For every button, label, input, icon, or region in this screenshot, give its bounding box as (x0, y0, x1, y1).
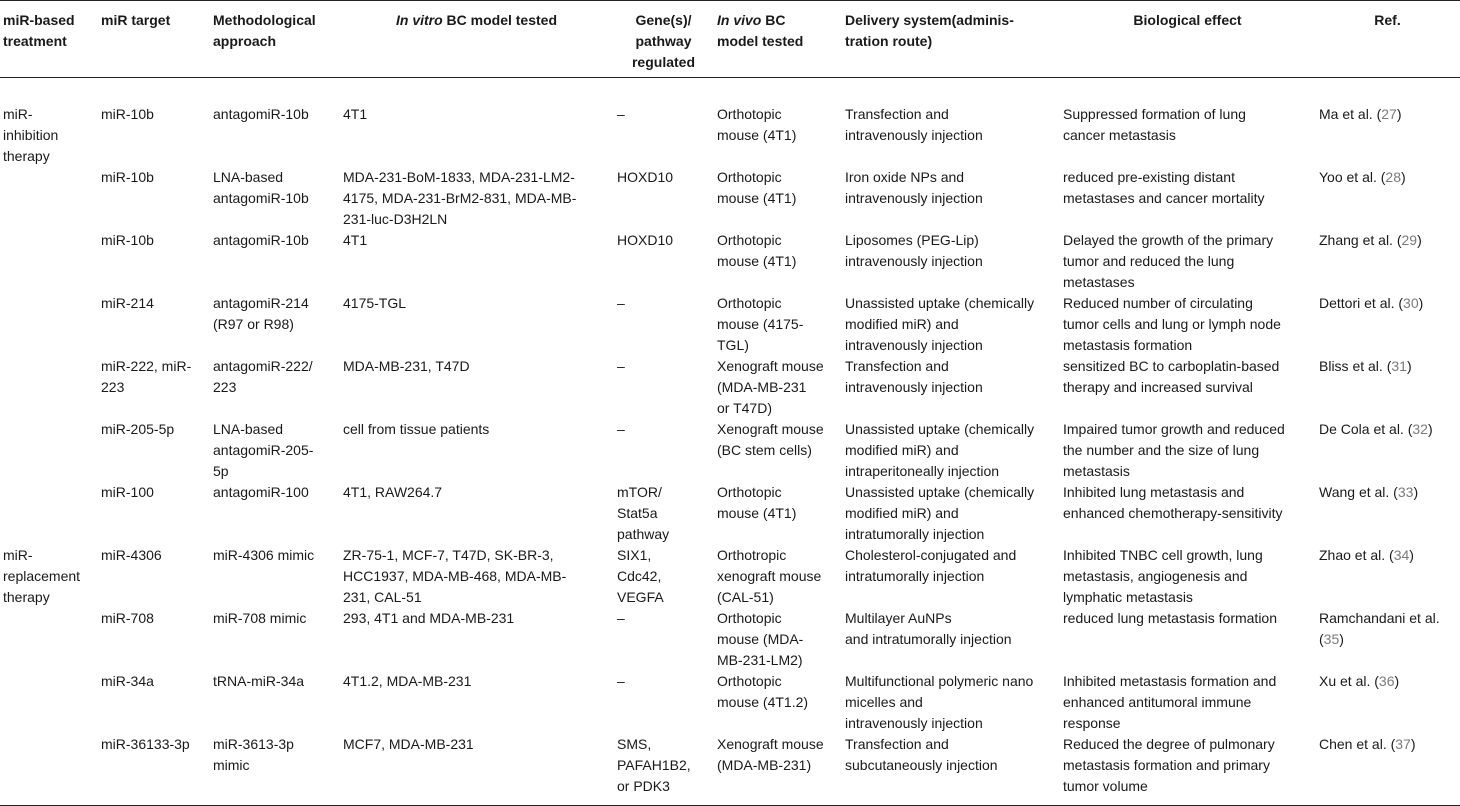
ref-close: ) (1396, 106, 1402, 122)
table-row (0, 419, 1460, 482)
cell-invitro: MCF7, MDA-MB-231 (340, 734, 614, 806)
cell-invivo: Orthotopic mouse (4T1) (717, 232, 797, 269)
cell-genes: HOXD10 (617, 232, 674, 248)
ref-author: Xu et al. ( (1319, 673, 1379, 689)
header-approach: Methodological approach (210, 1, 340, 78)
cell-invivo: Orthotopic mouse (4T1.2) (717, 673, 809, 710)
table-body (0, 78, 1460, 806)
cell-approach: antagomiR-100 (213, 484, 309, 500)
cell-invivo: Orthotopic mouse (4T1) (717, 169, 797, 206)
ref-number-link[interactable]: 37 (1395, 736, 1411, 752)
cell-target: miR-10b (101, 106, 154, 122)
cell-treatment: miR- inhibition therapy (3, 106, 59, 164)
ref-close: ) (1339, 631, 1344, 647)
cell-invitro: MDA-MB-231, T47D (343, 358, 470, 374)
cell-target: miR-214 (101, 295, 154, 311)
cell-genes: – (617, 295, 625, 311)
table-row (0, 167, 1460, 230)
header-target: miR target (98, 1, 210, 78)
cell-invitro: 4175-TGL (343, 295, 407, 311)
cell-delivery: Cholesterol-conjugated and intratumorally injection (845, 547, 1017, 584)
cell-genes: – (617, 421, 625, 437)
cell-ref (1316, 419, 1460, 482)
cell-treatment (0, 167, 98, 230)
ref-author: Yoo et al. ( (1319, 169, 1386, 185)
ref-author: Wang et al. ( (1319, 484, 1398, 500)
cell-target: miR-4306 (101, 547, 162, 563)
ref-number-link[interactable]: 33 (1397, 484, 1414, 500)
cell-genes: – (617, 610, 625, 626)
ref-close: ) (1427, 421, 1433, 437)
cell-invitro: 293, 4T1 and MDA-MB-231 (343, 610, 515, 626)
cell-genes: mTOR/ Stat5a pathway (617, 484, 670, 542)
cell-treatment (0, 293, 98, 356)
cell-delivery: Iron oxide NPs and intravenously injection (845, 169, 983, 206)
cell-invivo: Xenograft mouse (BC stem cells) (717, 421, 824, 458)
cell-genes: SMS, PAFAH1B2, or PDK3 (614, 734, 714, 806)
table-row (0, 671, 1460, 734)
ref-author: Dettori et al. ( (1319, 295, 1404, 311)
ref-number-link[interactable]: 29 (1401, 232, 1418, 248)
ref-number-link[interactable]: 28 (1385, 169, 1401, 185)
cell-invitro: 4T1 (343, 106, 368, 122)
ref-author: De Cola et al. ( (1319, 421, 1413, 437)
cell-target: miR-222, miR- 223 (101, 358, 192, 395)
ref-number-link[interactable]: 36 (1378, 673, 1395, 689)
cell-ref (1316, 230, 1460, 293)
cell-target: miR-205-5p (101, 421, 175, 437)
cell-effect: Suppressed formation of lung cancer metastasis (1063, 106, 1246, 143)
cell-delivery: Unassisted uptake (chemically modified miR) and intraperitoneally injection (845, 421, 1035, 479)
cell-target: miR-10b (101, 169, 154, 185)
ref-author: Bliss et al. ( (1319, 358, 1392, 374)
cell-treatment (0, 230, 98, 293)
cell-effect: Impaired tumor growth and reduced the number and the size of lung metastasis (1063, 421, 1285, 479)
ref-close: ) (1394, 673, 1400, 689)
cell-approach: antagomiR-214 (R97 or R98) (213, 295, 309, 332)
cell-approach: miR-4306 mimic (213, 547, 315, 563)
cell-ref (1316, 167, 1460, 230)
table-row (0, 356, 1460, 419)
cell-invivo: Xenograft mouse (MDA-MB-231 or T47D) (717, 358, 824, 416)
cell-genes: SIX1, Cdc42, VEGFA (617, 547, 664, 605)
header-delivery: Delivery system(adminis- tration route) (842, 1, 1060, 78)
cell-approach: tRNA-miR-34a (213, 673, 305, 689)
cell-ref (1316, 545, 1460, 608)
cell-effect: Inhibited metastasis formation and enhanced antitumoral immune response (1063, 673, 1277, 731)
cell-invitro: 4T1 (343, 232, 368, 248)
cell-ref (1316, 293, 1460, 356)
ref-close: ) (1409, 547, 1414, 563)
ref-number-link[interactable]: 32 (1412, 421, 1428, 437)
cell-invivo: Orthotopic mouse (4T1) (717, 106, 797, 143)
cell-ref (1316, 482, 1460, 545)
ref-number-link[interactable]: 30 (1403, 295, 1419, 311)
cell-effect: Delayed the growth of the primary tumor and reduced the lung metastases (1063, 232, 1274, 290)
cell-delivery: Multilayer AuNPs and intratumorally injection (845, 610, 1012, 647)
table-row (0, 230, 1460, 293)
cell-effect: Inhibited lung metastasis and enhanced chemotherapy-sensitivity (1063, 484, 1283, 521)
cell-effect: Inhibited TNBC cell growth, lung metastasis, angiogenesis and lymphatic metastasis (1063, 547, 1263, 605)
table-row (0, 293, 1460, 356)
cell-approach: LNA-based antagomiR-10b (213, 169, 309, 206)
cell-ref (1316, 78, 1460, 168)
ref-close: ) (1401, 169, 1406, 185)
cell-genes: – (617, 106, 625, 122)
cell-treatment (0, 419, 98, 482)
ref-author: Zhang et al. ( (1319, 232, 1402, 248)
cell-ref (1316, 356, 1460, 419)
cell-delivery: Transfection and intravenously injection (845, 358, 983, 395)
header-ref: Ref. (1316, 1, 1460, 78)
cell-genes: – (617, 673, 625, 689)
cell-target: miR-36133-3p (98, 734, 210, 806)
cell-ref (1316, 671, 1460, 734)
ref-close: ) (1418, 295, 1424, 311)
table-row (0, 78, 1460, 168)
cell-delivery: Liposomes (PEG-Lip) intravenously injection (845, 232, 983, 269)
header-genes: Gene(s)/ pathway regulated (614, 1, 714, 78)
cell-target: miR-708 (101, 610, 154, 626)
table-row (0, 734, 1460, 806)
cell-ref (1316, 734, 1460, 806)
cell-genes: – (617, 358, 625, 374)
cell-treatment: miR- replacement therapy (3, 547, 81, 605)
cell-invitro: 4T1, RAW264.7 (343, 484, 443, 500)
cell-invivo: Orthotopic mouse (4T1) (717, 484, 797, 521)
ref-author: Zhao et al. ( (1319, 547, 1394, 563)
cell-approach: antagomiR-10b (213, 232, 309, 248)
cell-ref (1316, 608, 1460, 671)
cell-treatment (0, 734, 98, 806)
cell-effect: reduced pre-existing distant metastases and cancer mortality (1063, 169, 1265, 206)
header-invivo: In vivo BC model tested (714, 1, 842, 78)
ref-author: Ramchandani et al. ( (1319, 610, 1440, 647)
ref-author: Chen et al. ( (1319, 736, 1396, 752)
cell-invitro: ZR-75-1, MCF-7, T47D, SK-BR-3, HCC1937, MDA-MB-468, MDA-MB- 231, CAL-51 (343, 547, 567, 605)
cell-invivo: Orthotopic mouse (4175- TGL) (717, 295, 804, 353)
cell-effect: reduced lung metastasis formation (1063, 610, 1277, 626)
ref-number-link[interactable]: 34 (1393, 547, 1410, 563)
cell-approach: LNA-based antagomiR-205- 5p (213, 421, 314, 479)
cell-approach: antagomiR-222/ 223 (213, 358, 313, 395)
cell-effect: Reduced the degree of pulmonary metastasis formation and primary tumor volume (1060, 734, 1316, 806)
cell-approach: miR-3613-3p mimic (210, 734, 340, 806)
cell-invivo: Orthotopic mouse (MDA- MB-231-LM2) (717, 610, 804, 668)
cell-treatment (0, 671, 98, 734)
cell-target: miR-34a (101, 673, 154, 689)
cell-invivo: Orthotropic xenograft mouse (CAL-51) (717, 547, 822, 605)
ref-close: ) (1417, 232, 1422, 248)
header-effect: Biological effect (1060, 1, 1316, 78)
cell-delivery: Unassisted uptake (chemically modified miR) and intratumorally injection (845, 484, 1035, 542)
cell-invivo: Xenograft mouse (MDA-MB-231) (714, 734, 842, 806)
cell-effect: Reduced number of circulating tumor cells and lung or lymph node metastasis formation (1063, 295, 1281, 353)
ref-close: ) (1406, 358, 1412, 374)
ref-number-link[interactable]: 35 (1323, 631, 1340, 647)
cell-invitro: 4T1.2, MDA-MB-231 (343, 673, 472, 689)
cell-invitro: cell from tissue patients (343, 421, 490, 437)
header-treatment: miR-based treatment (0, 1, 98, 78)
cell-approach: antagomiR-10b (213, 106, 309, 122)
cell-target: miR-10b (101, 232, 154, 248)
cell-delivery: Multifunctional polymeric nano micelles and intravenously injection (845, 673, 1034, 731)
cell-effect: sensitized BC to carboplatin-based therapy and increased survival (1063, 358, 1280, 395)
table-row (0, 482, 1460, 545)
ref-close: ) (1413, 484, 1419, 500)
cell-target: miR-100 (101, 484, 154, 500)
ref-number-link[interactable]: 31 (1391, 358, 1407, 374)
table-row (0, 608, 1460, 671)
cell-delivery: Unassisted uptake (chemically modified miR) and intravenously injection (845, 295, 1035, 353)
cell-approach: miR-708 mimic (213, 610, 307, 626)
cell-delivery: Transfection and intravenously injection (845, 106, 983, 143)
header-invitro: In vitro BC model tested (340, 1, 614, 78)
ref-author: Ma et al. ( (1319, 106, 1382, 122)
ref-close: ) (1410, 736, 1416, 752)
cell-treatment (0, 482, 98, 545)
ref-number-link[interactable]: 27 (1381, 106, 1397, 122)
cell-genes: HOXD10 (617, 169, 674, 185)
cell-invitro: MDA-231-BoM-1833, MDA-231-LM2- 4175, MDA-231-BrM2-831, MDA-MB- 231-luc-D3H2LN (343, 169, 577, 227)
cell-treatment (0, 608, 98, 671)
table-row (0, 545, 1460, 608)
cell-treatment (0, 356, 98, 419)
cell-delivery: Transfection and subcutaneously injection (842, 734, 1060, 806)
header-row (0, 1, 1460, 78)
